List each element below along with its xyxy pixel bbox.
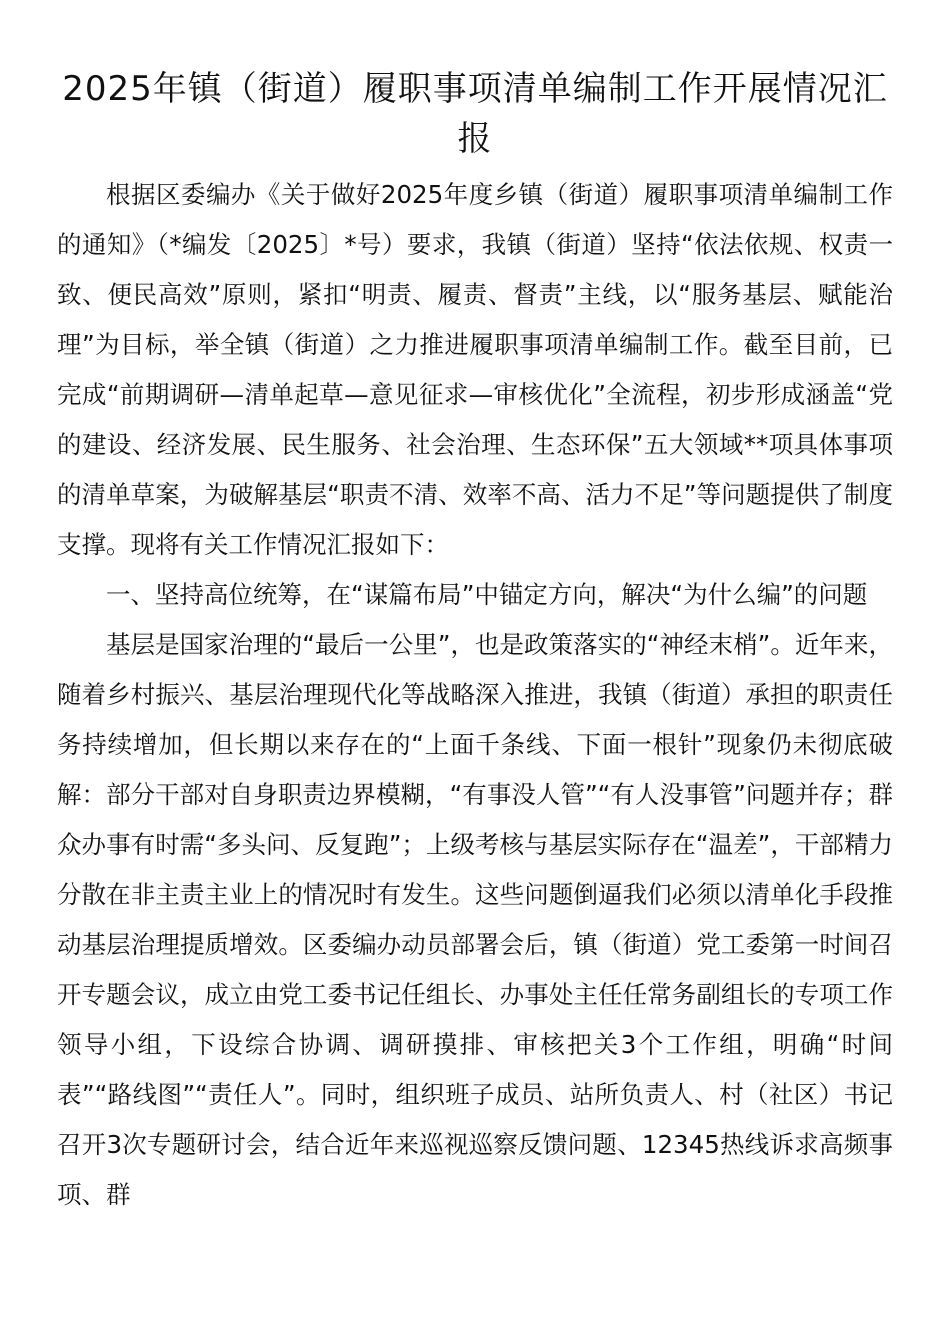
document-page	[57, 64, 893, 1220]
intro-paragraph: 根据区委编办《关于做好2025年度乡镇（街道）履职事项清单编制工作的通知》（*编发〔2025〕*号）要求，我镇（街道）坚持“依法依规、权责一致、便民高效”原则，紧扣“明责、履责、督责”主线，以“服务基层、赋能治理”为目标，举全镇（街道）之力推进履职事项清单编制工作。截至目前，已完成“前期调研—清单起草—意见征求—审核优化”全流程，初步形成涵盖“党的建设、经济发展、民生服务、社会治理、生态环保”五大领域**项具体事项的清单草案，为破解基层“职责不清、效率不高、活力不足”等问题提供了制度支撑。现将有关工作情况汇报如下：	[57, 180, 893, 559]
section-1-paragraph: 基层是国家治理的“最后一公里”，也是政策落实的“神经末梢”。近年来，随着乡村振兴、基层治理现代化等战略深入推进，我镇（街道）承担的职责任务持续增加，但长期以来存在的“上面千条线、下面一根针”现象仍未彻底破解：部分干部对自身职责边界模糊，“有事没人管”“有人没事管”问题并存；群众办事有时需“多头问、反复跑”；上级考核与基层实际存在“温差”，干部精力分散在非主责主业上的情况时有发生。这些问题倒逼我们必须以清单化手段推动基层治理提质增效。区委编办动员部署会后，镇（街道）党工委第一时间召开专题会议，成立由党工委书记任组长、办事处主任任常务副组长的专项工作领导小组，下设综合协调、调研摸排、审核把关3个工作组，明确“时间表”“路线图”“责任人”。同时，组织班子成员、站所负责人、村（社区）书记召开3次专题研讨会，结合近年来巡视巡察反馈问题、12345热线诉求高频事项、群	[57, 630, 893, 1209]
section-heading-1: 一、坚持高位统筹，在“谋篇布局”中锚定方向，解决“为什么编”的问题	[106, 580, 868, 609]
document-title: 2025年镇（街道）履职事项清单编制工作开展情况汇报	[62, 69, 888, 159]
